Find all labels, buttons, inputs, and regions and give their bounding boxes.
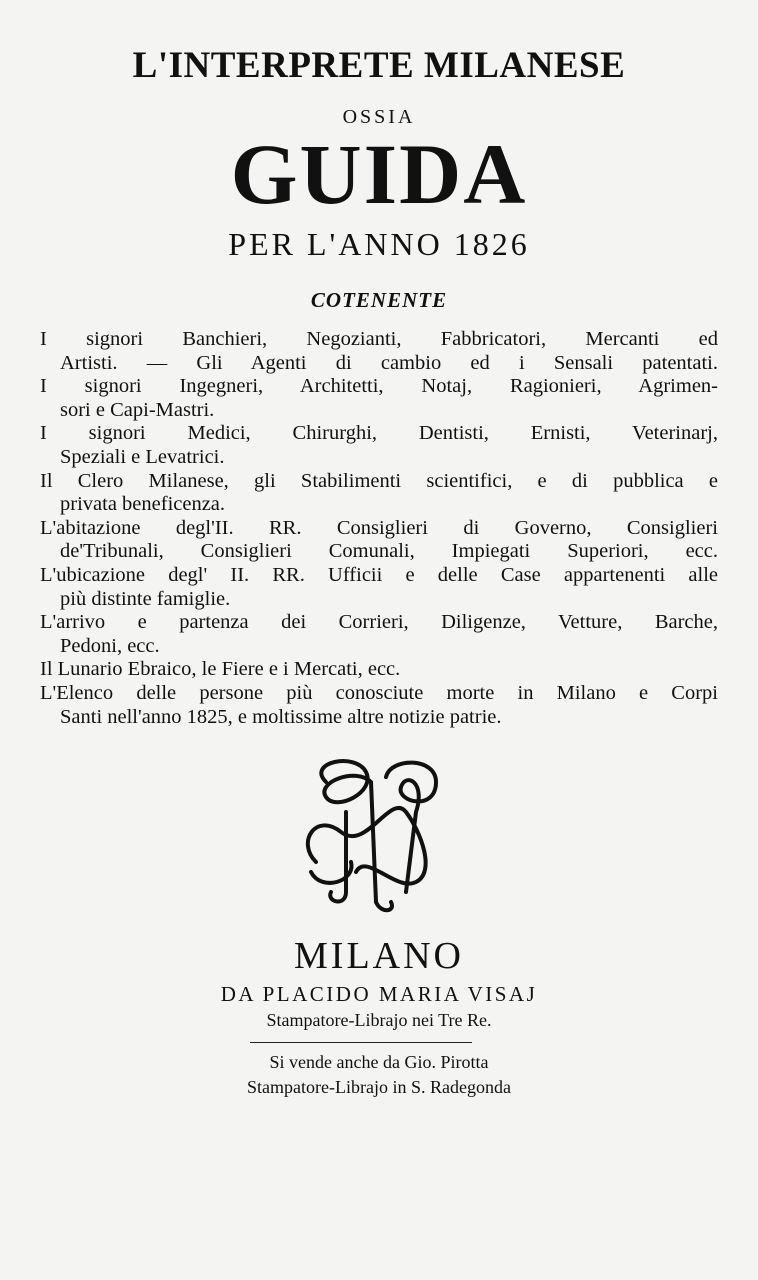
contents-item-continuation: Artisti. — Gli Agenti di cambio ed i Sensali patentati. (60, 351, 718, 374)
seller-line-2: Stampatore-Librajo in S. Radegonda (247, 1077, 511, 1097)
divider-rule (250, 1042, 472, 1043)
imprint-publisher-note: Stampatore-Librajo nei Tre Re. (266, 1010, 492, 1030)
monogram-emblem (296, 752, 446, 917)
contents-item-continuation: più distinte famiglie. (60, 587, 231, 610)
contents-heading: COTENENTE (310, 288, 448, 312)
contents-item-continuation: Santi nell'anno 1825, e moltissime altre notizie patrie. (60, 705, 502, 728)
contents-item: L'Elenco delle persone più conosciute morte in Milano e Corpi (40, 681, 718, 704)
title-guida: GUIDA (230, 126, 528, 222)
contents-list (40, 328, 718, 729)
contents-item: Il Lunario Ebraico, le Fiere e i Mercati, ecc. (40, 658, 401, 681)
title-year: PER L'ANNO 1826 (228, 226, 530, 262)
contents-item: L'ubicazione degl' II. RR. Ufficii e delle Case appartenenti alle (40, 563, 718, 586)
contents-item-continuation: Speziali e Levatrici. (60, 445, 225, 468)
contents-item: I signori Medici, Chirurghi, Dentisti, Ernisti, Veterinarj, (40, 422, 718, 445)
contents-item: L'abitazione degl'II. RR. Consiglieri di Governo, Consiglieri (40, 516, 718, 539)
contents-item-continuation: Pedoni, ecc. (60, 634, 160, 657)
seller-line-1: Si vende anche da Gio. Pirotta (269, 1052, 489, 1072)
contents-item-continuation: sori e Capi-Mastri. (60, 398, 215, 421)
imprint-city: MILANO (294, 935, 464, 977)
contents-item: I signori Ingegneri, Architetti, Notaj, Ragionieri, Agrimen- (40, 375, 718, 398)
title-ossia: OSSIA (342, 106, 416, 128)
contents-item-continuation: privata beneficenza. (60, 493, 226, 516)
contents-item-continuation: de'Tribunali, Consiglieri Comunali, Impiegati Superiori, ecc. (60, 540, 718, 563)
contents-item: Il Clero Milanese, gli Stabilimenti scientifici, e di pubblica e (40, 469, 718, 492)
contents-item: L'arrivo e partenza dei Corrieri, Diligenze, Vetture, Barche, (40, 611, 718, 634)
contents-item: I signori Banchieri, Negozianti, Fabbricatori, Mercanti ed (40, 328, 718, 350)
title-line: L'INTERPRETE MILANESE (132, 45, 626, 86)
imprint-publisher: DA PLACIDO MARIA VISAJ (220, 982, 538, 1006)
